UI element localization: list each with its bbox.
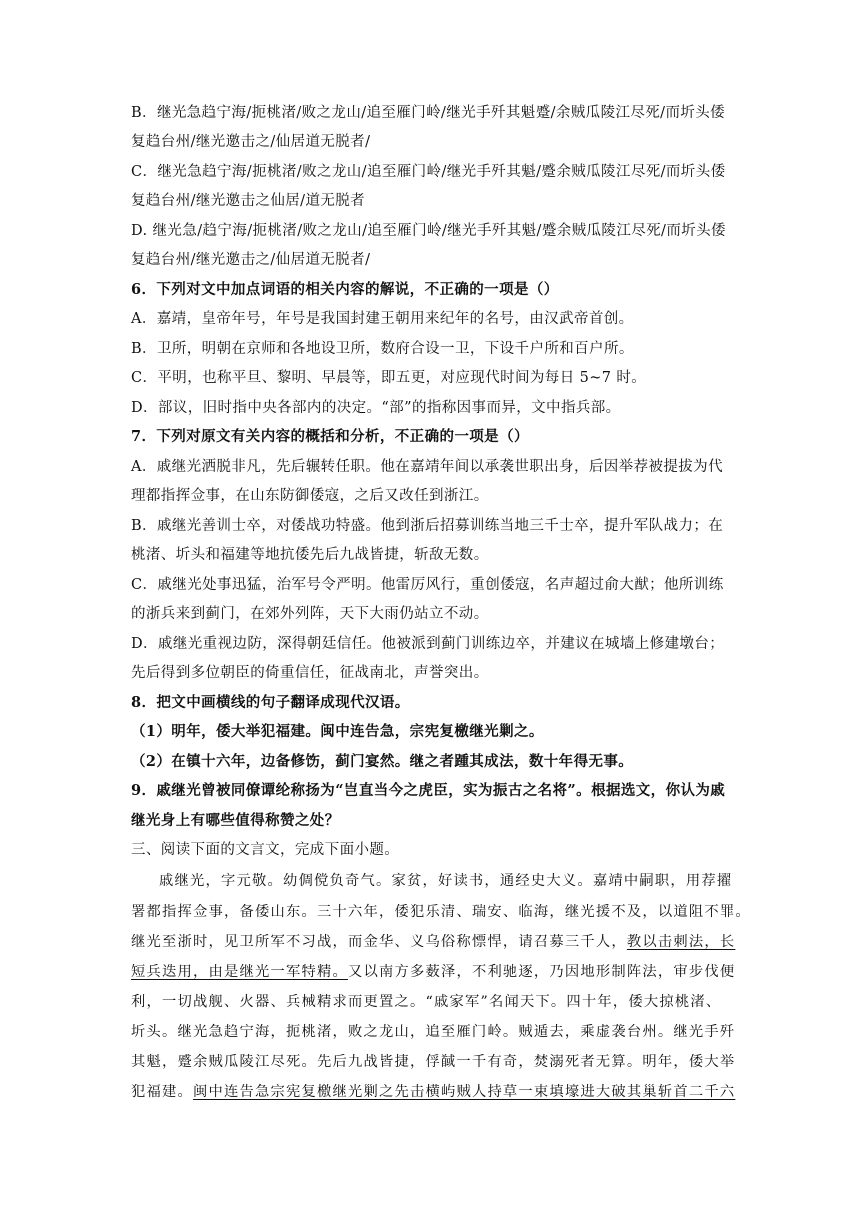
q6-option-b: B．卫所，明朝在京师和各地设卫所，数府合设一卫，下设千户所和百户所。 xyxy=(131,341,634,357)
passage-line-2: 署都指挥佥事，备倭山东。三十六年，倭犯乐清、瑞安、临海，继光援不及，以道阻不罪。 xyxy=(131,904,751,920)
q7-option-d-line-1: D．戚继光重视边防，深得朝廷信任。他被派到蓟门训练边卒，并建议在城墙上修建墩台； xyxy=(131,636,725,652)
passage-line-3-text: 继光至浙时，见卫所军不习战，而金华、义乌俗称慓悍，请召募三千人， xyxy=(131,934,627,950)
q6-option-d: D．部议，旧时指中央各部内的决定。“部”的指称因事而异，文中指兵部。 xyxy=(131,400,621,416)
underlined-sentence-part-1: 教以击刺法，长 xyxy=(626,934,736,950)
underlined-sentence-3: 闽中连告急宗宪复檄继光剿之先击横屿贼人持草一束填壕进大破其巢斩首二千六 xyxy=(193,1084,736,1100)
passage-line-5: 利，一切战舰、火器、兵械精求而更置之。“戚家军”名闻天下。四十年，倭大掠桃渚、 xyxy=(131,994,722,1010)
passage-line-3 xyxy=(131,932,736,952)
option-c-line-1: C．继光急趋宁海/扼桃渚/败之龙山/追至雁门岭/继光手歼其魁/蹙余贼瓜陵江尽死/而圻头倭 xyxy=(131,164,726,180)
underlined-sentence-part-2: 短兵迭用，由是继光一军特精。 xyxy=(131,964,348,980)
q7-option-a-line-2: 理都指挥佥事，在山东防御倭寇，之后又改任到浙江。 xyxy=(131,488,489,504)
passage-line-6: 圻头。继光急趋宁海，扼桃渚，败之龙山，追至雁门岭。贼遁去，乘虚袭台州。继光手歼 xyxy=(131,1024,736,1040)
q6-option-a: A．嘉靖，皇帝年号，年号是我国封建王朝用来纪年的名号，由汉武帝首创。 xyxy=(131,311,634,327)
passage-line-1: 戚继光，字元敬。幼倜傥负奇气。家贫，好读书，通经史大义。嘉靖中嗣职，用荐擢 xyxy=(159,873,733,889)
question-9-line-1: 9．戚继光曾被同僚谭纶称扬为“岂直当今之虎臣，实为振古之名将”。根据选文，你认为戚 xyxy=(131,782,726,799)
passage-line-7: 其魁，蹙余贼瓜陵江尽死。先后九战皆捷，俘馘一千有奇，焚溺死者无算。明年，倭大举 xyxy=(131,1054,736,1070)
passage-line-4 xyxy=(131,962,736,982)
option-b-line-1: B．继光急趋宁海/扼桃渚/败之龙山/追至雁门岭/继光手歼其魁蹙/余贼瓜陵江尽死/而圻头倭 xyxy=(131,105,726,121)
q8-sentence-2: （2）在镇十六年，边备修饬，蓟门宴然。继之者踵其成法，数十年得无事。 xyxy=(131,753,634,770)
q6-option-c: C．平明，也称平旦、黎明、早晨等，即五更，对应现代时间为每日 5~7 时。 xyxy=(131,370,647,386)
passage-line-8 xyxy=(131,1082,736,1102)
option-c-line-2: 复趋台州/继光邀击之仙居/道无脱者 xyxy=(131,193,366,209)
question-7: 7．下列对原文有关内容的概括和分析，不正确的一项是（） xyxy=(131,428,529,445)
q7-option-d-line-2: 先后得到多位朝臣的倚重信任，征战南北，声誉突出。 xyxy=(131,665,489,681)
option-d-line-2: 复趋台州/继光邀击之/仙居道无脱者/ xyxy=(131,252,371,268)
q8-sentence-1: （1）明年，倭大举犯福建。闽中连告急，宗宪复檄继光剿之。 xyxy=(131,723,544,740)
question-6: 6．下列对文中加点词语的相关内容的解说，不正确的一项是（） xyxy=(131,281,559,298)
option-d-line-1: D. 继光急/趋宁海/扼桃渚/败之龙山/追至雁门岭/继光手歼其魁/蹙余贼瓜陵江尽死/而圻头倭 xyxy=(131,223,726,239)
q7-option-b-line-2: 桃渚、圻头和福建等地抗倭先后九战皆捷，斩敌无数。 xyxy=(131,547,489,563)
question-8: 8．把文中画横线的句子翻译成现代汉语。 xyxy=(131,694,410,711)
passage-line-8-text: 犯福建。 xyxy=(131,1084,193,1100)
option-b-line-2: 复趋台州/继光邀击之/仙居道无脱者/ xyxy=(131,134,371,150)
q7-option-b-line-1: B．戚继光善训士卒，对倭战功特盛。他到浙后招募训练当地三千士卒，提升军队战力；在 xyxy=(131,518,724,534)
passage-line-4-text: 又以南方多薮泽，不利驰逐，乃因地形制阵法，审步伐便 xyxy=(347,964,736,980)
section-3-heading: 三、阅读下面的文言文，完成下面小题。 xyxy=(131,842,400,858)
q7-option-c-line-1: C．戚继光处事迅猛，治军号令严明。他雷厉风行，重创倭寇，名声超过俞大猷；他所训练 xyxy=(131,577,724,593)
q7-option-c-line-2: 的浙兵来到蓟门，在郊外列阵，天下大雨仍站立不动。 xyxy=(131,606,489,622)
q7-option-a-line-1: A．戚继光洒脱非凡，先后辗转任职。他在嘉靖年间以承袭世职出身，后因举荐被提拔为代 xyxy=(131,459,723,475)
question-9-line-2: 继光身上有哪些值得称赞之处？ xyxy=(131,812,340,829)
